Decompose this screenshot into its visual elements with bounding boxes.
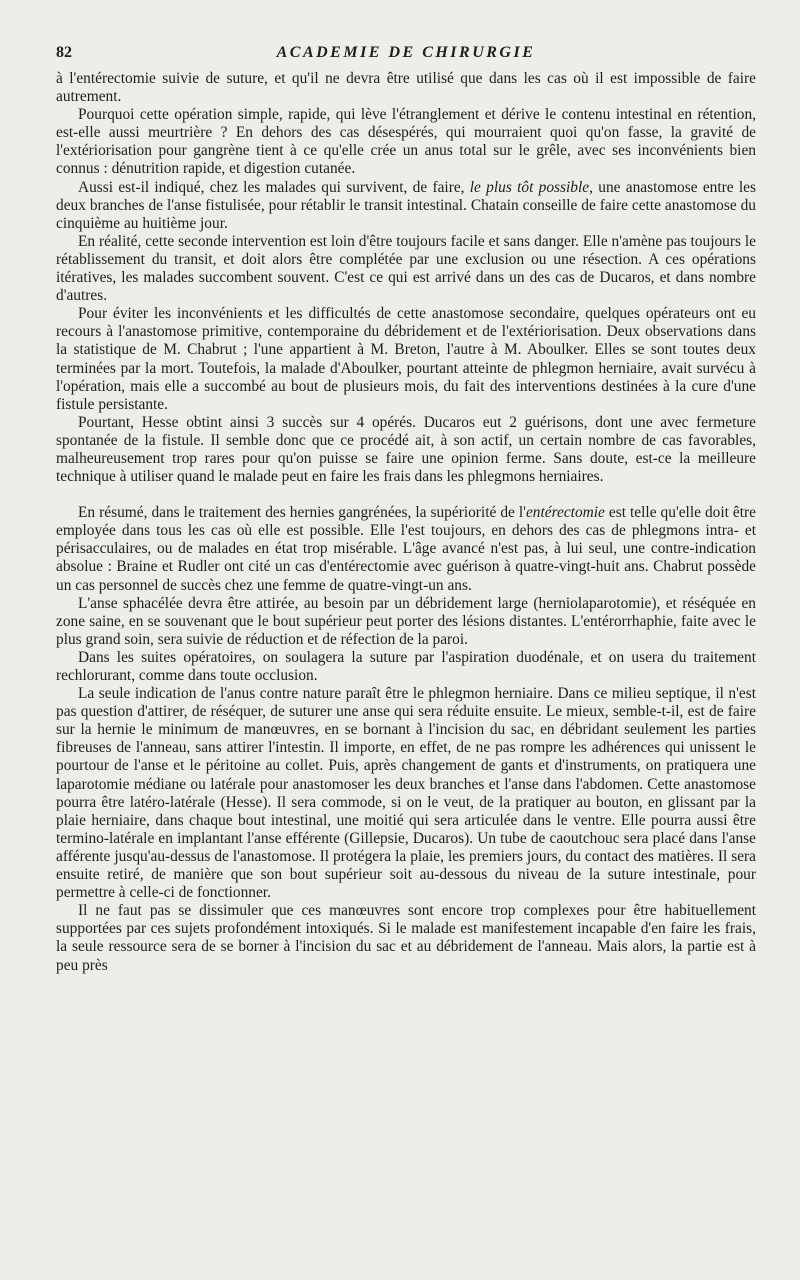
text-run: L'anse sphacélée devra être attirée, au besoin par un débridement large (herniolaparotomie), et réséquée en zone saine, en se souvenant que le bout supérieur peut porter des lésions distantes. L'entérorrhaphie, faite avec le plus grand soin, sera suivie de réduction et de réfection de la paroi.	[56, 594, 756, 648]
italic-text: le plus tôt possible	[469, 178, 590, 196]
page-number: 82	[56, 44, 72, 61]
paragraph	[56, 902, 756, 974]
text-run: Pourtant, Hesse obtint ainsi 3 succès sur 4 opérés. Ducaros eut 2 guérisons, dont une avec fermeture spontanée de la fistule. Il semble donc que ce procédé ait, à son actif, un certain nombre de cas favorables, malheureusement trop rares pour qu'on puisse se faire une opinion ferme. Sans doute, est-ce la meilleure technique à utiliser quand le malade peut en faire les frais dans les phlegmons herniaires.	[56, 413, 756, 486]
text-run: Pour éviter les inconvénients et les difficultés de cette anastomose secondaire, quelques opérateurs ont eu recours à l'anastomose primitive, contemporaine du débridement et de l'extériorisation. Deux observations dans la statistique de M. Chabrut ; l'une appartient à M. Breton, l'autre à M. Aboulker. Elles se sont toutes deux terminées par la mort. Toutefois, la malade d'Aboulker, pourtant atteinte de phlegmon herniaire, avait survécu à l'opération, mais elle a succombé au bout de plusieurs mois, du fait des interventions destinées à la cure d'une fistule persistante.	[56, 305, 756, 413]
paragraph	[56, 106, 756, 178]
running-head	[56, 40, 756, 68]
text-run: Pourquoi cette opération simple, rapide, qui lève l'étranglement et dérive le contenu intestinal en rétention, est-elle aussi meurtrière ? En dehors des cas désespérés, qui mourraient quoi qu'on fasse, la gravité de l'extériorisation pour gangrène tient à ce qu'elle crée un anus total sur le grêle, avec ses inconvénients bien connus : dénutrition rapide, et digestion cutanée.	[56, 106, 756, 178]
paragraph	[56, 179, 756, 233]
paragraph	[56, 649, 756, 685]
text-run: à l'entérectomie suivie de suture, et qu'il ne devra être utilisé que dans les cas où il est impossible de faire autrement.	[56, 70, 756, 106]
paragraph	[56, 414, 756, 486]
text-run: Aussi est-il indiqué, chez les malades qui survivent, de faire,	[78, 178, 470, 196]
italic-text: entérectomie	[525, 504, 605, 522]
paragraph	[56, 685, 756, 902]
paragraph	[56, 595, 756, 649]
text-run: , une anastomose entre les deux branches de l'anse fistulisée, pour rétablir le transit intestinal. Chatain conseille de faire cette anastomose du cinquième au huitième jour.	[56, 178, 756, 232]
text-run: En résumé, dans le traitement des hernies gangrénées, la supériorité de l'	[78, 504, 526, 522]
text-run: La seule indication de l'anus contre nature paraît être le phlegmon herniaire. Dans ce milieu septique, il n'est pas question d'attirer, de réséquer, de suturer une anse qui sera réduite ensuite. Le mieux, semble-t-il, est de faire sur la hernie le minimum de manœuvres, en se bornant à l'incision du sac, en débridant seulement les parties fibreuses de l'anneau, sans attirer l'intestin. Il importe, en effet, de ne pas rompre les adhérences qui unissent le pourtour de l'anse et le péritoine au collet. Puis, après changement de gants et d'instruments, on pratiquera une laparotomie médiane ou latérale pour anastomoser les deux branches et l'anse dans l'abdomen. Cette anastomose pourra être latéro-latérale (Hesse). Il sera commode, si on le veut, de la pratiquer au bouton, en glissant par la plaie herniaire, dans chaque bout intestinal, une moitié qui sera articulée dans le ventre. Elle pourra aussi être termino-latérale en implantant l'anse efférente (Gillepsie, Ducaros). Un tube de caoutchouc sera placé dans l'anse afférente jusqu'au-dessus de l'anastomose. Il protégera la plaie, les premiers jours, du contact des matières. Il sera ensuite retiré, de manière que son bout supérieur soit au-dessous du niveau de la suture intestinale, pour permettre à celle-ci de fonctionner.	[56, 685, 756, 902]
text-run: Dans les suites opératoires, on soulagera la suture par l'aspiration duodénale, et on usera du traitement rechlorurant, comme dans toute occlusion.	[56, 648, 756, 684]
body-text	[56, 70, 756, 975]
journal-title: ACADEMIE DE CHIRURGIE	[276, 44, 536, 61]
text-run: Il ne faut pas se dissimuler que ces manœuvres sont encore trop complexes pour être habituellement supportées par ces sujets profondément intoxiqués. Si le malade est manifestement incapable d'en faire les frais, la seule ressource sera de se borner à l'incision du sac et au débridement de l'anneau. Mais alors, la partie est à peu près	[56, 902, 756, 974]
paragraph	[56, 305, 756, 414]
paragraph	[56, 233, 756, 305]
paragraph	[56, 70, 756, 106]
text-run: En réalité, cette seconde intervention est loin d'être toujours facile et sans danger. Elle n'amène pas toujours le rétablissement du transit, et doit alors être complétée par une exclusion ou une résection. A ces opérations itératives, les malades succombent souvent. C'est ce qui est arrivé dans un des cas de Ducaros, et dans nombre d'autres.	[56, 232, 756, 305]
text-run: est telle qu'elle doit être employée dans tous les cas où elle est possible. Elle l'est toujours, en dehors des cas de phlegmons intra- et périsacculaires, ou de malades en état trop misérable. L'âge avancé n'est pas, à lui seul, une contre-indication absolue : Braine et Rudler ont cité un cas d'entérectomie avec guérison à quatre-vingt-huit ans. Chabrut possède un cas personnel de succès chez une femme de quatre-vingt-un ans.	[56, 504, 756, 594]
paragraph	[56, 504, 756, 594]
